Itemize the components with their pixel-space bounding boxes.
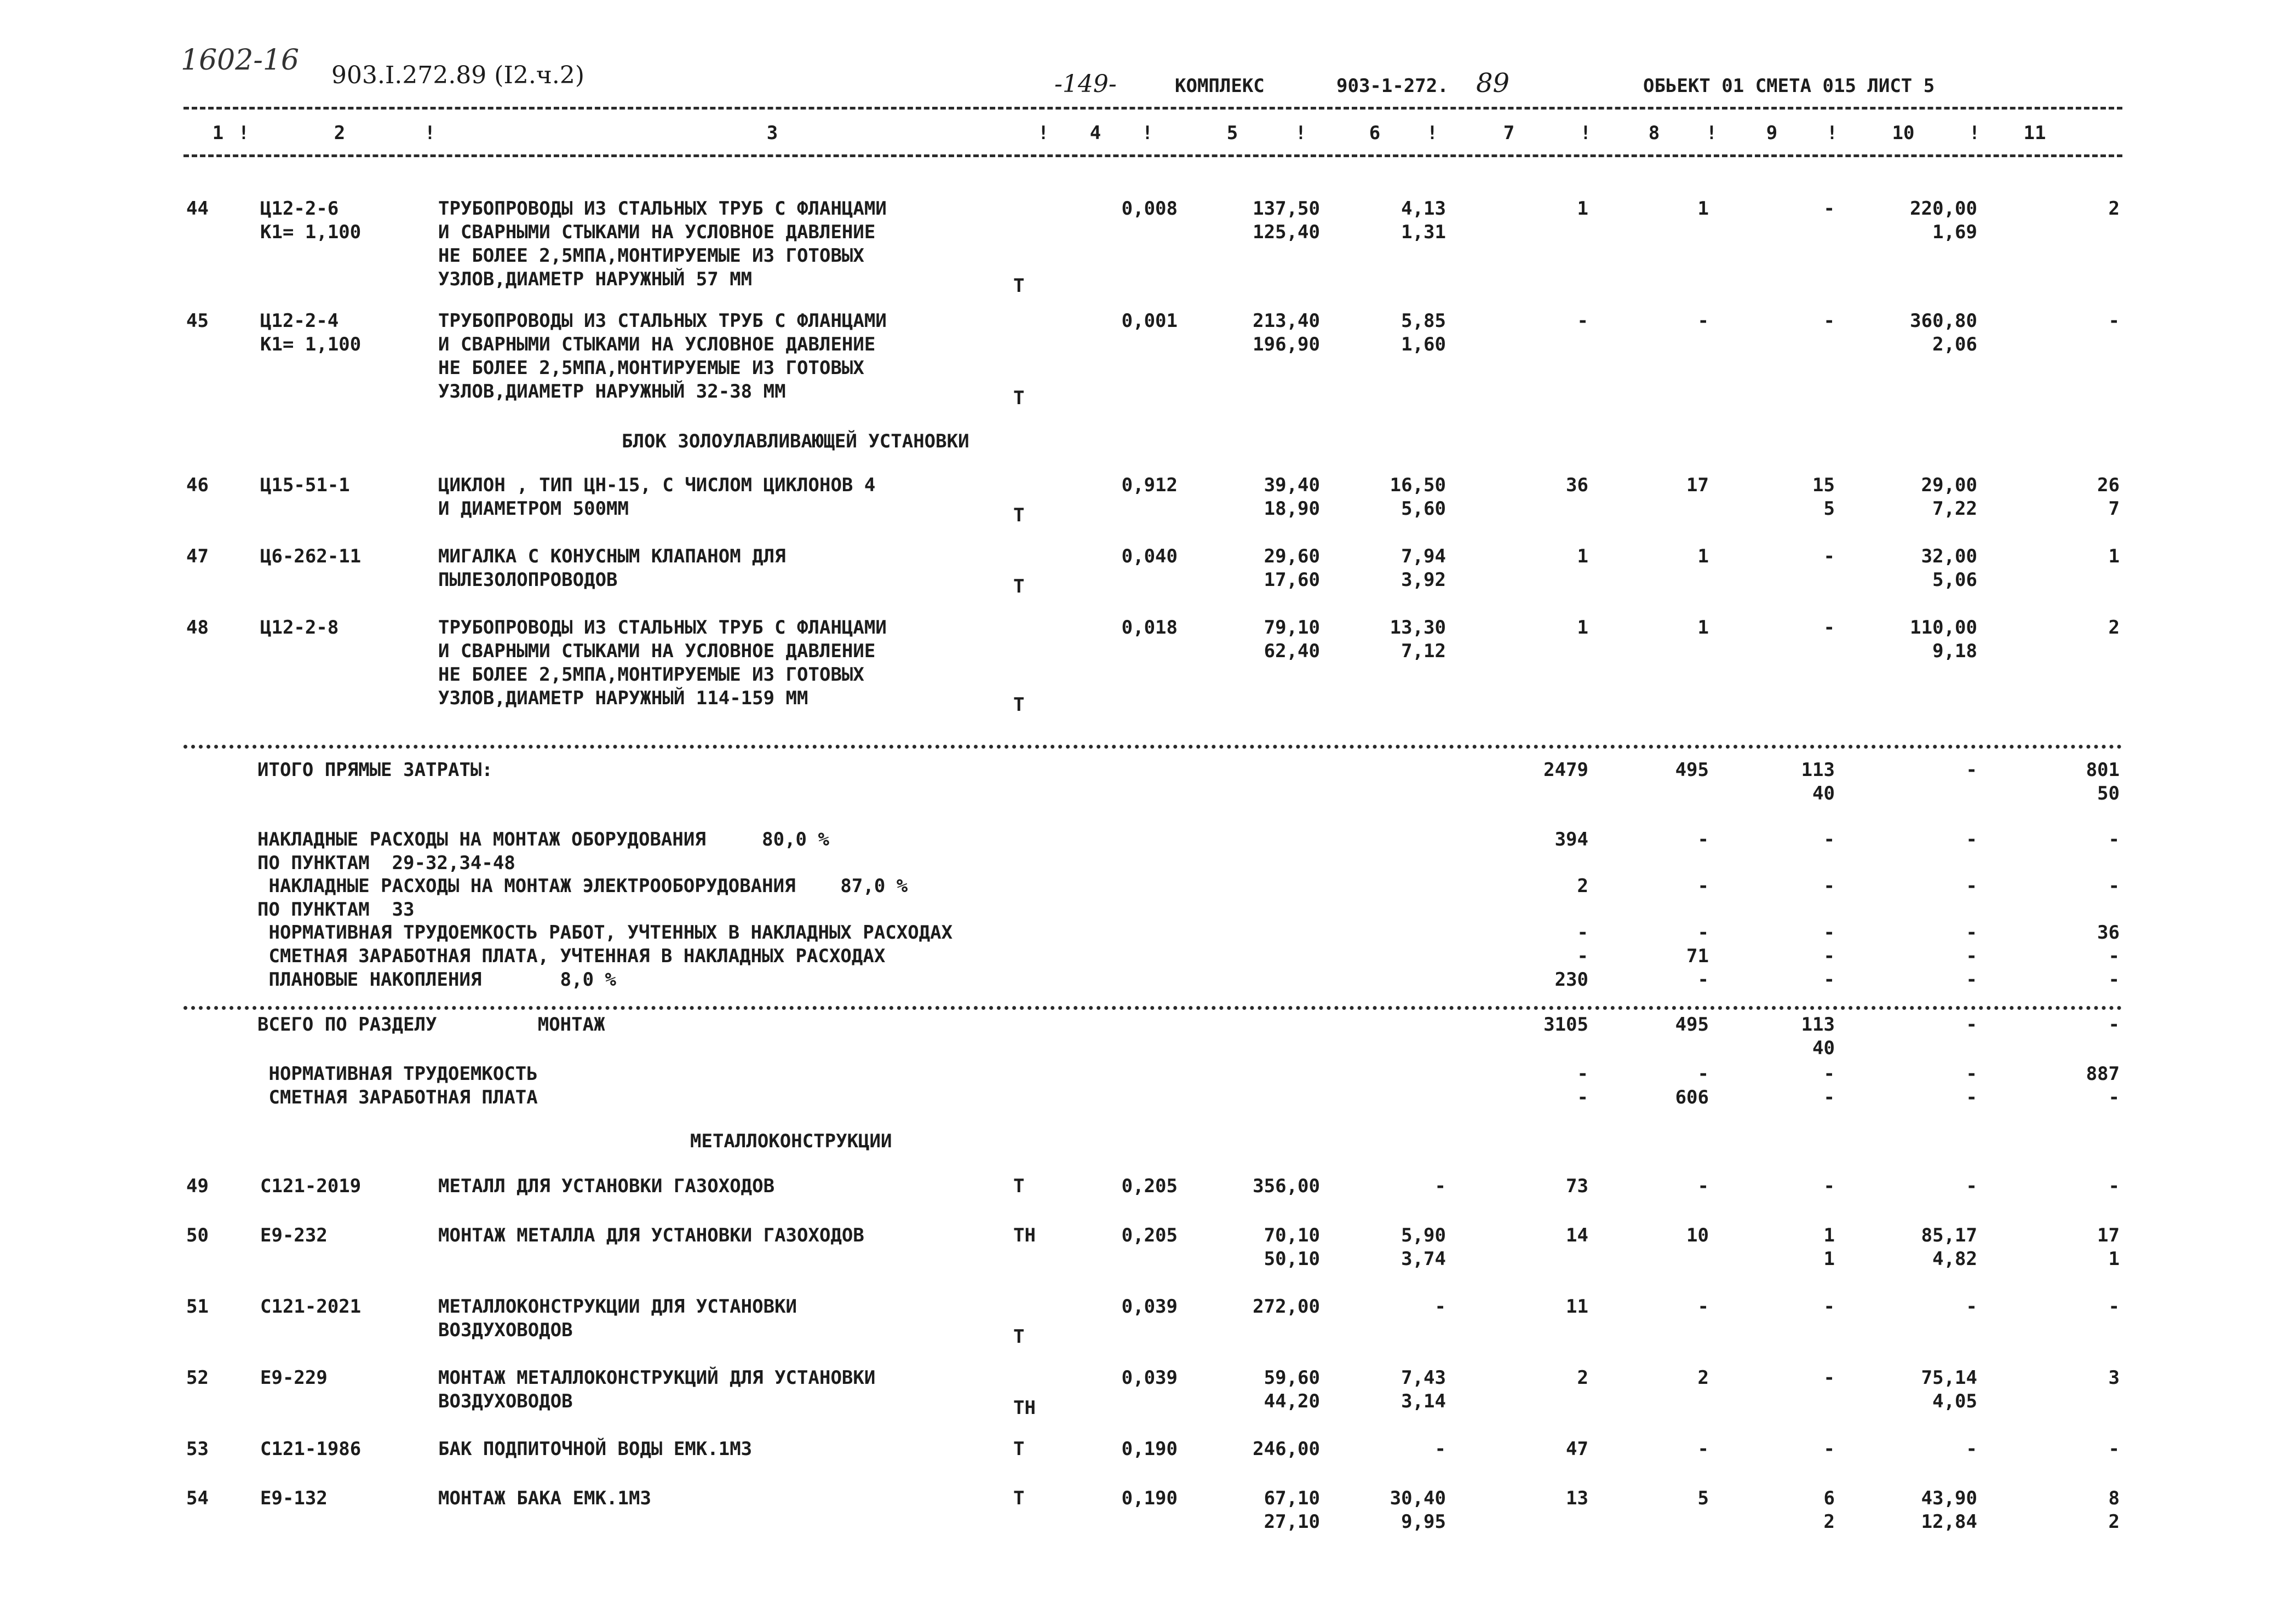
value-c6: 5,90: [1401, 1224, 1446, 1246]
value-c5: 125,40: [1253, 221, 1320, 243]
total-c7: -: [1577, 922, 1588, 944]
value-c8: 10: [1686, 1224, 1709, 1246]
total-c10: -: [1966, 922, 1977, 944]
total-c11: -: [2108, 1014, 2120, 1036]
value-c10: 9,18: [1932, 640, 1977, 662]
value-c9: 1: [1823, 1248, 1835, 1270]
value-c11: 7: [2108, 498, 2120, 520]
total-label: ПО ПУНКТАМ 33: [257, 899, 415, 921]
work-description: МЕТАЛЛОКОНСТРУКЦИИ ДЛЯ УСТАНОВКИ: [438, 1296, 797, 1318]
total-c8: 495: [1675, 759, 1709, 781]
total-c9: -: [1823, 922, 1835, 944]
total-c11: -: [2108, 1086, 2120, 1108]
value-c7: 2: [1577, 1367, 1588, 1389]
column-separator: !: [1826, 122, 1838, 144]
rate-code: Ц6-262-11: [260, 545, 361, 567]
total-c9: 40: [1812, 1037, 1835, 1059]
value-c11: 1: [2108, 545, 2120, 567]
dotted-rule: [183, 1006, 2122, 1014]
total-c10: -: [1966, 829, 1977, 850]
value-c5: 137,50: [1253, 198, 1320, 220]
total-label: ПО ПУНКТАМ 29-32,34-48: [257, 852, 515, 874]
unit: ТН: [1013, 1224, 1036, 1246]
unit: Т: [1013, 1326, 1025, 1348]
unit: Т: [1013, 576, 1025, 597]
value-c10: 29,00: [1921, 474, 1977, 496]
value-c5: 29,60: [1264, 545, 1320, 567]
object-header: ОБЬЕКТ 01 СМЕТА 015 ЛИСТ 5: [1643, 75, 1935, 97]
value-c9: 15: [1812, 474, 1835, 496]
value-c9: -: [1823, 545, 1835, 567]
value-c9: -: [1823, 198, 1835, 220]
value-c6: -: [1434, 1296, 1446, 1318]
value-c5: 59,60: [1264, 1367, 1320, 1389]
value-c6: 3,14: [1401, 1390, 1446, 1412]
column-number: 4: [1089, 122, 1101, 144]
value-c6: 1,60: [1401, 334, 1446, 355]
value-c10: 2,06: [1932, 334, 1977, 355]
work-description: ТРУБОПРОВОДЫ ИЗ СТАЛЬНЫХ ТРУБ С ФЛАНЦАМИ: [438, 617, 887, 639]
column-separator: !: [424, 122, 436, 144]
total-label: НОРМАТИВНАЯ ТРУДОЕМКОСТЬ: [257, 1063, 538, 1085]
rate-code: Е9-132: [260, 1487, 328, 1509]
value-c6: 13,30: [1390, 617, 1446, 639]
work-description: УЗЛОВ,ДИАМЕТР НАРУЖНЫЙ 114-159 ММ: [438, 687, 808, 709]
total-c11: -: [2108, 875, 2120, 897]
value-c10: 5,06: [1932, 569, 1977, 591]
complex-code: 903-1-272.: [1336, 75, 1449, 97]
value-c8: 5: [1697, 1487, 1709, 1509]
value-c7: 1: [1577, 545, 1588, 567]
value-c5: 356,00: [1253, 1175, 1320, 1197]
item-number: 51: [186, 1296, 209, 1318]
value-c11: 2: [2108, 617, 2120, 639]
quantity: 0,912: [1121, 474, 1178, 496]
value-c5: 246,00: [1253, 1438, 1320, 1460]
work-description: МОНТАЖ БАКА ЕМК.1М3: [438, 1487, 651, 1509]
unit: Т: [1013, 1487, 1025, 1509]
work-description: НЕ БОЛЕЕ 2,5МПА,МОНТИРУЕМЫЕ ИЗ ГОТОВЫХ: [438, 664, 864, 686]
item-number: 52: [186, 1367, 209, 1389]
value-c7: 47: [1566, 1438, 1588, 1460]
value-c9: -: [1823, 1296, 1835, 1318]
total-c7: 2: [1577, 875, 1588, 897]
total-c9: -: [1823, 945, 1835, 967]
rate-code: К1= 1,100: [260, 334, 361, 355]
work-description: МЕТАЛЛ ДЛЯ УСТАНОВКИ ГАЗОХОДОВ: [438, 1175, 775, 1197]
value-c6: 16,50: [1390, 474, 1446, 496]
value-c10: 75,14: [1921, 1367, 1977, 1389]
value-c7: 11: [1566, 1296, 1588, 1318]
work-description: ПЫЛЕЗОЛОПРОВОДОВ: [438, 569, 618, 591]
column-number: 3: [766, 122, 778, 144]
value-c11: 8: [2108, 1487, 2120, 1509]
total-c9: -: [1823, 1086, 1835, 1108]
item-number: 44: [186, 198, 209, 220]
value-c10: 32,00: [1921, 545, 1977, 567]
handwritten-id: 1602-16: [181, 44, 300, 77]
value-c5: 79,10: [1264, 617, 1320, 639]
value-c11: 26: [2097, 474, 2120, 496]
value-c5: 50,10: [1264, 1248, 1320, 1270]
value-c10: 12,84: [1921, 1511, 1977, 1533]
column-number: 10: [1892, 122, 1915, 144]
quantity: 0,018: [1121, 617, 1178, 639]
total-c10: -: [1966, 945, 1977, 967]
unit: Т: [1013, 387, 1025, 409]
quantity: 0,190: [1121, 1487, 1178, 1509]
total-c8: -: [1697, 1063, 1709, 1085]
value-c11: 2: [2108, 198, 2120, 220]
header-rule: [183, 154, 2122, 161]
value-c7: -: [1577, 310, 1588, 332]
rate-code: С121-2019: [260, 1175, 361, 1197]
column-separator: !: [1426, 122, 1438, 144]
rate-code: Ц12-2-4: [260, 310, 339, 332]
total-label: ИТОГО ПРЯМЫЕ ЗАТРАТЫ:: [257, 759, 493, 781]
total-c11: 36: [2097, 922, 2120, 944]
quantity: 0,039: [1121, 1296, 1178, 1318]
total-c10: -: [1966, 759, 1977, 781]
value-c9: -: [1823, 310, 1835, 332]
total-c7: -: [1577, 945, 1588, 967]
rate-code: С121-2021: [260, 1296, 361, 1318]
value-c5: 196,90: [1253, 334, 1320, 355]
value-c8: 1: [1697, 545, 1709, 567]
total-label: НАКЛАДНЫЕ РАСХОДЫ НА МОНТАЖ ЭЛЕКТРООБОРУДОВАНИЯ 87,0 %: [257, 875, 908, 897]
value-c11: -: [2108, 1296, 2120, 1318]
column-number: 8: [1648, 122, 1660, 144]
total-c11: -: [2108, 969, 2120, 991]
column-number: 6: [1369, 122, 1381, 144]
top-rule: [183, 107, 2122, 113]
value-c6: -: [1434, 1175, 1446, 1197]
value-c10: 110,00: [1910, 617, 1977, 639]
work-description: НЕ БОЛЕЕ 2,5МПА,МОНТИРУЕМЫЕ ИЗ ГОТОВЫХ: [438, 357, 864, 379]
column-separator: !: [1968, 122, 1981, 144]
total-label: ПЛАНОВЫЕ НАКОПЛЕНИЯ 8,0 %: [257, 969, 617, 991]
value-c9: 5: [1823, 498, 1835, 520]
document-code: 903.I.272.89 (I2.ч.2): [331, 61, 585, 89]
total-c11: 887: [2086, 1063, 2120, 1085]
total-label: СМЕТНАЯ ЗАРАБОТНАЯ ПЛАТА, УЧТЕННАЯ В НАКЛАДНЫХ РАСХОДАХ: [257, 945, 886, 967]
value-c6: 3,92: [1401, 569, 1446, 591]
work-description: И СВАРНЫМИ СТЫКАМИ НА УСЛОВНОЕ ДАВЛЕНИЕ: [438, 640, 876, 662]
total-c8: 606: [1675, 1086, 1709, 1108]
item-number: 50: [186, 1224, 209, 1246]
rate-code: К1= 1,100: [260, 221, 361, 243]
quantity: 0,039: [1121, 1367, 1178, 1389]
value-c7: 14: [1566, 1224, 1588, 1246]
column-separator: !: [1037, 122, 1049, 144]
quantity: 0,008: [1121, 198, 1178, 220]
item-number: 46: [186, 474, 209, 496]
value-c6: 7,12: [1401, 640, 1446, 662]
total-c10: -: [1966, 1063, 1977, 1085]
total-c9: -: [1823, 875, 1835, 897]
value-c5: 67,10: [1264, 1487, 1320, 1509]
value-c8: -: [1697, 1296, 1709, 1318]
item-number: 49: [186, 1175, 209, 1197]
value-c10: 85,17: [1921, 1224, 1977, 1246]
total-c8: 71: [1686, 945, 1709, 967]
quantity: 0,190: [1121, 1438, 1178, 1460]
column-number: 1: [212, 122, 224, 144]
work-description: ТРУБОПРОВОДЫ ИЗ СТАЛЬНЫХ ТРУБ С ФЛАНЦАМИ: [438, 310, 887, 332]
total-c10: -: [1966, 1086, 1977, 1108]
value-c11: 17: [2097, 1224, 2120, 1246]
value-c5: 44,20: [1264, 1390, 1320, 1412]
column-number: 5: [1226, 122, 1238, 144]
total-c7: -: [1577, 1063, 1588, 1085]
value-c6: 30,40: [1390, 1487, 1446, 1509]
complex-code-handwritten: 89: [1476, 68, 1510, 99]
value-c9: -: [1823, 1438, 1835, 1460]
total-c11: -: [2108, 945, 2120, 967]
value-c8: -: [1697, 1438, 1709, 1460]
total-c9: 113: [1801, 1014, 1835, 1036]
total-c10: -: [1966, 875, 1977, 897]
total-c7: -: [1577, 1086, 1588, 1108]
total-c7: 230: [1554, 969, 1588, 991]
value-c10: 1,69: [1932, 221, 1977, 243]
total-c11: 50: [2097, 783, 2120, 804]
item-number: 53: [186, 1438, 209, 1460]
value-c9: 6: [1823, 1487, 1835, 1509]
value-c10: 4,82: [1932, 1248, 1977, 1270]
value-c5: 213,40: [1253, 310, 1320, 332]
item-number: 54: [186, 1487, 209, 1509]
unit: Т: [1013, 694, 1025, 716]
value-c7: 36: [1566, 474, 1588, 496]
rate-code: Ц15-51-1: [260, 474, 350, 496]
value-c5: 17,60: [1264, 569, 1320, 591]
work-description: БАК ПОДПИТОЧНОЙ ВОДЫ ЕМК.1М3: [438, 1438, 753, 1460]
value-c7: 1: [1577, 198, 1588, 220]
work-description: УЗЛОВ,ДИАМЕТР НАРУЖНЫЙ 32-38 ММ: [438, 381, 786, 403]
value-c11: 2: [2108, 1511, 2120, 1533]
unit: Т: [1013, 504, 1025, 526]
value-c7: 13: [1566, 1487, 1588, 1509]
column-number: 2: [334, 122, 346, 144]
unit: Т: [1013, 275, 1025, 297]
rate-code: Ц12-2-8: [260, 617, 339, 639]
total-c8: -: [1697, 829, 1709, 850]
quantity: 0,205: [1121, 1224, 1178, 1246]
unit: Т: [1013, 1175, 1025, 1197]
value-c6: 7,43: [1401, 1367, 1446, 1389]
value-c6: 7,94: [1401, 545, 1446, 567]
total-c7: 394: [1554, 829, 1588, 850]
value-c8: -: [1697, 1175, 1709, 1197]
total-c8: -: [1697, 922, 1709, 944]
total-label: НАКЛАДНЫЕ РАСХОДЫ НА МОНТАЖ ОБОРУДОВАНИЯ 80,0 %: [257, 829, 829, 850]
total-c9: -: [1823, 829, 1835, 850]
value-c5: 39,40: [1264, 474, 1320, 496]
item-number: 47: [186, 545, 209, 567]
column-separator: !: [238, 122, 250, 144]
value-c7: 73: [1566, 1175, 1588, 1197]
complex-label: КОМПЛЕКС: [1175, 75, 1265, 97]
total-c9: 40: [1812, 783, 1835, 804]
column-separator: !: [1580, 122, 1592, 144]
value-c10: -: [1966, 1296, 1977, 1318]
value-c6: 9,95: [1401, 1511, 1446, 1533]
rate-code: Е9-232: [260, 1224, 328, 1246]
quantity: 0,001: [1121, 310, 1178, 332]
value-c6: 3,74: [1401, 1248, 1446, 1270]
value-c5: 70,10: [1264, 1224, 1320, 1246]
value-c6: 1,31: [1401, 221, 1446, 243]
total-label: СМЕТНАЯ ЗАРАБОТНАЯ ПЛАТА: [257, 1086, 538, 1108]
column-separator: !: [1706, 122, 1718, 144]
value-c6: 5,60: [1401, 498, 1446, 520]
value-c11: 3: [2108, 1367, 2120, 1389]
total-label: НОРМАТИВНАЯ ТРУДОЕМКОСТЬ РАБОТ, УЧТЕННЫХ В НАКЛАДНЫХ РАСХОДАХ: [257, 922, 953, 944]
value-c9: -: [1823, 617, 1835, 639]
value-c9: -: [1823, 1367, 1835, 1389]
value-c8: -: [1697, 310, 1709, 332]
value-c6: 4,13: [1401, 198, 1446, 220]
unit: ТН: [1013, 1397, 1036, 1419]
value-c10: 7,22: [1932, 498, 1977, 520]
work-description: ЦИКЛОН , ТИП ЦН-15, С ЧИСЛОМ ЦИКЛОНОВ 4: [438, 474, 876, 496]
rate-code: Е9-229: [260, 1367, 328, 1389]
quantity: 0,205: [1121, 1175, 1178, 1197]
value-c8: 17: [1686, 474, 1709, 496]
total-c11: 801: [2086, 759, 2120, 781]
dotted-rule: [183, 745, 2122, 752]
total-c7: 2479: [1543, 759, 1588, 781]
total-c10: -: [1966, 1014, 1977, 1036]
work-description: И СВАРНЫМИ СТЫКАМИ НА УСЛОВНОЕ ДАВЛЕНИЕ: [438, 334, 876, 355]
value-c7: 1: [1577, 617, 1588, 639]
value-c10: 43,90: [1921, 1487, 1977, 1509]
work-description: МОНТАЖ МЕТАЛЛОКОНСТРУКЦИЙ ДЛЯ УСТАНОВКИ: [438, 1367, 876, 1389]
total-c9: 113: [1801, 759, 1835, 781]
value-c11: -: [2108, 1438, 2120, 1460]
total-c11: -: [2108, 829, 2120, 850]
value-c9: 2: [1823, 1511, 1835, 1533]
column-number: 7: [1503, 122, 1515, 144]
work-description: МИГАЛКА С КОНУСНЫМ КЛАПАНОМ ДЛЯ: [438, 545, 786, 567]
total-c7: 3105: [1543, 1014, 1588, 1036]
work-description: И ДИАМЕТРОМ 500ММ: [438, 498, 629, 520]
value-c10: 4,05: [1932, 1390, 1977, 1412]
work-description: ТРУБОПРОВОДЫ ИЗ СТАЛЬНЫХ ТРУБ С ФЛАНЦАМИ: [438, 198, 887, 220]
total-label: ВСЕГО ПО РАЗДЕЛУ МОНТАЖ: [257, 1014, 605, 1036]
value-c10: -: [1966, 1438, 1977, 1460]
total-c10: -: [1966, 969, 1977, 991]
work-description: ВОЗДУХОВОДОВ: [438, 1390, 573, 1412]
column-number: 9: [1766, 122, 1778, 144]
value-c6: -: [1434, 1438, 1446, 1460]
rate-code: Ц12-2-6: [260, 198, 339, 220]
section-heading: МЕТАЛЛОКОНСТРУКЦИИ: [690, 1130, 892, 1152]
unit: Т: [1013, 1438, 1025, 1460]
column-number: 11: [2023, 122, 2046, 144]
item-number: 48: [186, 617, 209, 639]
page-number: -149-: [1054, 70, 1117, 98]
work-description: МОНТАЖ МЕТАЛЛА ДЛЯ УСТАНОВКИ ГАЗОХОДОВ: [438, 1224, 864, 1246]
value-c6: 5,85: [1401, 310, 1446, 332]
item-number: 45: [186, 310, 209, 332]
work-description: И СВАРНЫМИ СТЫКАМИ НА УСЛОВНОЕ ДАВЛЕНИЕ: [438, 221, 876, 243]
value-c8: 1: [1697, 617, 1709, 639]
value-c5: 62,40: [1264, 640, 1320, 662]
work-description: ВОЗДУХОВОДОВ: [438, 1319, 573, 1341]
section-heading: БЛОК ЗОЛОУЛАВЛИВАЮЩЕЙ УСТАНОВКИ: [622, 430, 969, 452]
value-c5: 18,90: [1264, 498, 1320, 520]
quantity: 0,040: [1121, 545, 1178, 567]
total-c8: 495: [1675, 1014, 1709, 1036]
column-separator: !: [1295, 122, 1307, 144]
value-c10: -: [1966, 1175, 1977, 1197]
rate-code: С121-1986: [260, 1438, 361, 1460]
value-c9: 1: [1823, 1224, 1835, 1246]
value-c10: 220,00: [1910, 198, 1977, 220]
work-description: УЗЛОВ,ДИАМЕТР НАРУЖНЫЙ 57 ММ: [438, 268, 753, 290]
value-c9: -: [1823, 1175, 1835, 1197]
value-c11: -: [2108, 1175, 2120, 1197]
value-c5: 27,10: [1264, 1511, 1320, 1533]
total-c9: -: [1823, 969, 1835, 991]
total-c9: -: [1823, 1063, 1835, 1085]
value-c8: 2: [1697, 1367, 1709, 1389]
total-c8: -: [1697, 969, 1709, 991]
value-c10: 360,80: [1910, 310, 1977, 332]
value-c8: 1: [1697, 198, 1709, 220]
work-description: НЕ БОЛЕЕ 2,5МПА,МОНТИРУЕМЫЕ ИЗ ГОТОВЫХ: [438, 245, 864, 267]
column-separator: !: [1141, 122, 1153, 144]
value-c11: -: [2108, 310, 2120, 332]
value-c5: 272,00: [1253, 1296, 1320, 1318]
total-c8: -: [1697, 875, 1709, 897]
value-c11: 1: [2108, 1248, 2120, 1270]
